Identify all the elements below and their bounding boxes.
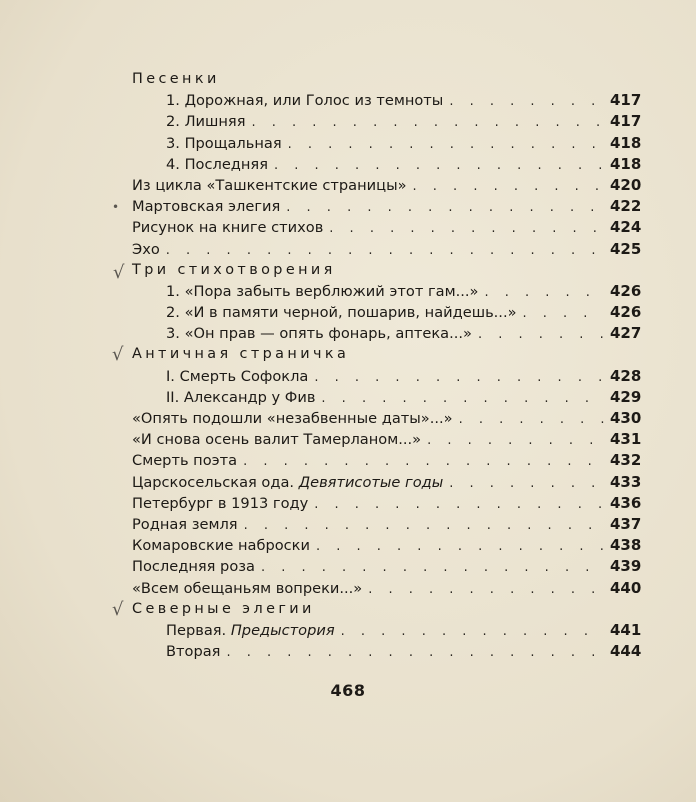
toc-entry-title [166,387,315,408]
toc-entry-title [166,154,268,175]
toc-entry-title-text: «Всем обещаньям вопреки...» [132,579,363,597]
toc-entry-title [132,260,336,281]
toc-entry [132,196,640,217]
toc-entry [132,578,640,599]
toc-page-number: 427 [610,324,642,343]
toc-page-number: 440 [610,578,642,597]
toc-entry [132,217,640,238]
toc-entry-title-text: 4. Последняя [166,155,268,173]
toc-entry-title-text: Вторая [166,643,221,661]
toc-entry [132,239,640,260]
toc-page-number: 444 [610,642,642,661]
toc-entry-title-text: Последняя роза [132,558,255,576]
leader-dots [427,430,604,451]
toc-entry [132,90,640,111]
toc-entry-title [132,535,310,556]
leader-dots [413,176,604,197]
toc-page-number: 430 [610,409,642,427]
toc-entry [132,175,640,196]
leader-dots [288,134,604,155]
toc-entry-title [166,366,308,387]
toc-entry-title [132,450,237,471]
toc-entry-title [132,514,238,535]
toc-page-number: 418 [610,133,642,152]
toc-entry-title [166,323,472,344]
toc-page-number: 429 [610,387,642,406]
toc-entry-title-text: Родная земля [132,515,238,533]
leader-dots [314,494,604,515]
toc-entry-title-italic: Предыстория [230,621,335,639]
leader-dots [341,621,604,642]
toc-entry-title-text: 2. Лишняя [166,113,246,131]
leader-dots [166,240,604,261]
toc-entry-title-text: 1. «Пора забыть верблюжий этот гам...» [166,282,479,300]
toc-entry-title-text: Петербург в 1913 году [132,494,309,512]
toc-entry-title [132,556,255,577]
leader-dots [449,473,604,494]
toc-entry-title [166,90,443,111]
leader-dots [244,515,604,536]
leader-dots [449,91,604,112]
toc-page-number: 417 [610,112,642,131]
leader-dots [523,303,604,324]
toc-entry-title-text: Три стихотворения [132,261,336,278]
toc-page-number: 418 [610,154,642,173]
toc-entry-title-text: «И снова осень валит Тамерланом...» [132,431,422,449]
leader-dots [243,451,604,472]
margin-dot-mark: • [112,200,120,214]
toc-entry-title [166,111,245,132]
leader-dots [261,557,604,578]
toc-entry-title [166,302,517,323]
leader-dots [368,579,604,600]
toc-entry-title [132,175,407,196]
toc-page-number: 441 [610,620,642,639]
toc-entry-title-text: 1. Дорожная, или Голос из темноты [166,92,444,110]
toc-entry-title-text: Царскосельская ода. [132,473,295,491]
leader-dots [321,388,604,409]
toc-entry [132,408,640,429]
toc-entry-title [166,133,282,154]
table-of-contents [132,69,640,662]
toc-entry-title-italic: Девятисотые годы [298,473,444,491]
toc-page-number: 426 [610,281,642,300]
toc-entry-title-text: 3. Прощальная [166,134,282,152]
toc-entry-title [132,493,308,514]
toc-entry-title-text: Мартовская элегия [132,198,281,216]
toc-entry-title-text: Комаровские наброски [132,537,310,555]
toc-entry [132,535,640,556]
toc-entry-title-text: 2. «И в памяти черной, пошарив, найдешь...» [166,304,517,322]
toc-page-number: 432 [610,451,642,470]
toc-page-number: 426 [610,303,642,322]
toc-entry-title [132,429,421,450]
toc-page-number: 437 [610,514,642,533]
toc-page-number: 433 [610,472,642,491]
toc-section-heading [132,69,640,90]
margin-check-mark-3: √ [112,599,124,620]
toc-entry-title-text: 3. «Он прав — опять фонарь, аптека...» [166,325,472,343]
toc-entry [132,472,640,493]
toc-entry-title [132,408,453,429]
toc-entry [132,556,640,577]
toc-page-number: 417 [610,91,642,110]
toc-entry-title [166,281,478,302]
toc-page-number: 420 [610,175,642,194]
toc-entry-title-text: II. Александр у Фив [166,388,316,406]
toc-entry-title-text: Первая. [166,621,227,639]
toc-page-number: 428 [610,366,642,385]
toc-entry [132,620,640,641]
toc-page-number: 425 [610,239,642,258]
toc-entry [132,387,640,408]
toc-entry-title [132,196,280,217]
toc-entry [132,281,640,302]
toc-entry [132,366,640,387]
leader-dots [286,197,604,218]
toc-entry [132,154,640,175]
toc-entry [132,323,640,344]
toc-entry-title [132,578,362,599]
toc-entry [132,641,640,662]
toc-entry-title [132,599,315,620]
toc-page-number: 436 [610,493,642,512]
margin-check-mark-1: √ [113,262,125,283]
toc-entry-title-text: Из цикла «Ташкентские страницы» [132,176,407,194]
toc-entry [132,429,640,450]
toc-section-heading [132,260,640,281]
toc-entry-title [132,344,349,365]
toc-entry-title-text: «Опять подошли «незабвенные даты»...» [132,410,453,427]
leader-dots [484,282,604,303]
toc-entry-title-text: Античная страничка [132,346,350,363]
leader-dots [314,367,604,388]
margin-check-mark-2: √ [112,344,124,365]
toc-entry [132,493,640,514]
toc-page-number: 438 [610,536,642,555]
toc-entry-title-text: Смерть поэта [132,452,238,470]
toc-entry-title [132,217,323,238]
toc-page-number: 422 [610,197,642,216]
toc-page-number: 424 [610,218,642,237]
toc-entry-title-text: Эхо [132,240,160,258]
toc-page-number: 431 [610,430,642,449]
toc-entry [132,133,640,154]
toc-section-heading [132,344,640,365]
toc-section-heading [132,599,640,620]
toc-entry [132,302,640,323]
toc-page-number: 439 [610,557,642,576]
leader-dots [274,155,604,176]
toc-entry [132,111,640,132]
toc-entry [132,514,640,535]
leader-dots [329,218,604,239]
page-number: 468 [330,681,366,700]
leader-dots [478,324,604,345]
toc-entry-title [132,472,443,493]
leader-dots [316,536,604,557]
toc-entry-title [132,239,160,260]
leader-dots [226,642,604,663]
toc-entry-title [166,620,335,641]
toc-entry-title-text: Северные элегии [132,600,315,617]
toc-entry-title-text: Песенки [132,71,220,87]
toc-entry-title-text: Рисунок на книге стихов [132,219,324,237]
toc-entry-title [132,69,220,90]
leader-dots [251,112,604,133]
toc-entry-title [166,641,220,662]
leader-dots [459,409,604,430]
toc-entry [132,450,640,471]
toc-entry-title-text: I. Смерть Софокла [166,367,309,385]
